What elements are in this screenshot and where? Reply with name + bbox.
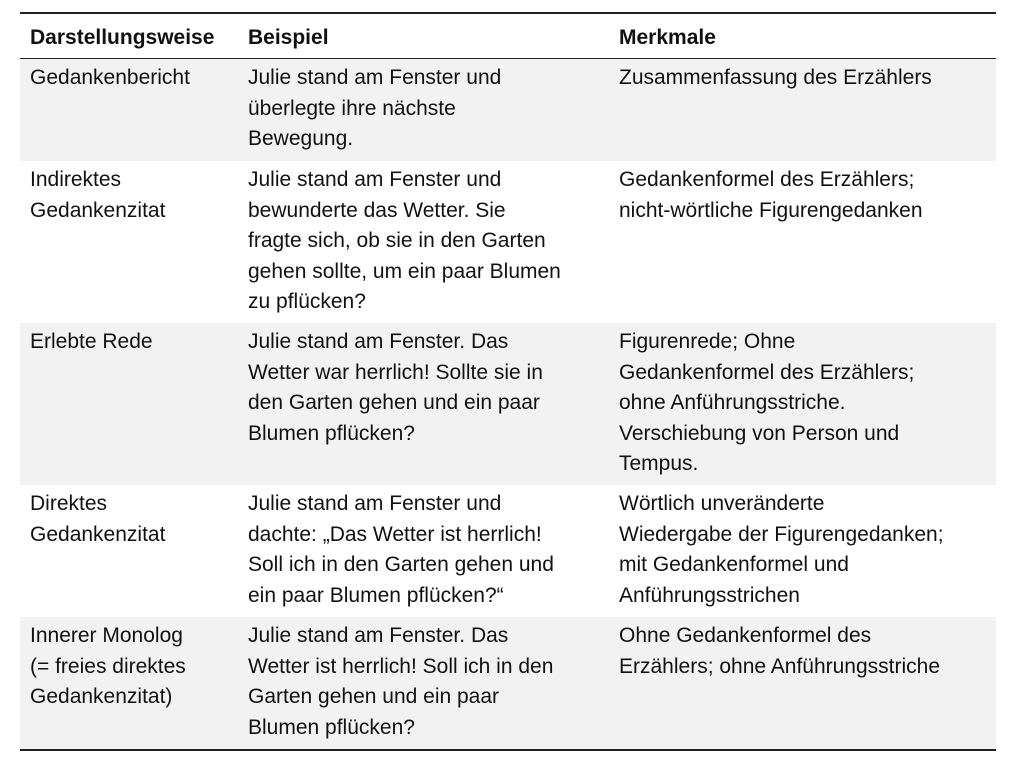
cell-merkmale: Figurenrede; Ohne Gedankenformel des Erzählers; ohne Anführungsstriche. Verschiebung von Person und Tempus. (619, 330, 915, 476)
table-row (20, 617, 996, 750)
header-darstellungsweise: Darstellungsweise (30, 25, 215, 49)
cell-darstellungsweise: Erlebte Rede (30, 330, 153, 353)
header-merkmale: Merkmale (619, 25, 716, 49)
cell-beispiel: Julie stand am Fenster. Das Wetter ist herrlich! Soll ich in den Garten gehen und ein paar Blumen pflücken? (248, 624, 554, 739)
cell-merkmale: Ohne Gedankenformel des Erzählers; ohne Anführungsstriche (619, 624, 941, 678)
cell-darstellungsweise: Direktes Gedankenzitat (30, 492, 166, 546)
cell-darstellungsweise: Innerer Monolog (= freies direktes Gedankenzitat) (30, 624, 186, 709)
table-row (20, 59, 996, 162)
cell-beispiel: Julie stand am Fenster. Das Wetter war herrlich! Sollte sie in den Garten gehen und ein paar Blumen pflücken? (248, 330, 543, 445)
cell-darstellungsweise: Indirektes Gedankenzitat (30, 168, 166, 222)
cell-merkmale: Wörtlich unveränderte Wiedergabe der Figurengedanken; mit Gedankenformel und Anführungsstrichen (619, 492, 944, 607)
cell-beispiel: Julie stand am Fenster und dachte: „Das Wetter ist herrlich! Soll ich in den Garten gehen und ein paar Blumen pflücken?“ (248, 492, 554, 607)
table-row (20, 161, 996, 323)
darstellungsweisen-table (20, 12, 996, 751)
table-header-row (20, 13, 996, 59)
cell-beispiel: Julie stand am Fenster und bewunderte das Wetter. Sie fragte sich, ob sie in den Garten gehen sollte, um ein paar Blumen zu pflücken? (248, 168, 561, 314)
cell-beispiel: Julie stand am Fenster und überlegte ihre nächste Bewegung. (248, 66, 502, 151)
cell-darstellungsweise: Gedankenbericht (30, 66, 190, 89)
header-beispiel: Beispiel (248, 25, 329, 49)
table-row (20, 323, 996, 485)
cell-merkmale: Zusammenfassung des Erzählers (619, 66, 932, 89)
table-row (20, 485, 996, 617)
cell-merkmale: Gedankenformel des Erzählers; nicht-wörtliche Figurengedanken (619, 168, 923, 222)
